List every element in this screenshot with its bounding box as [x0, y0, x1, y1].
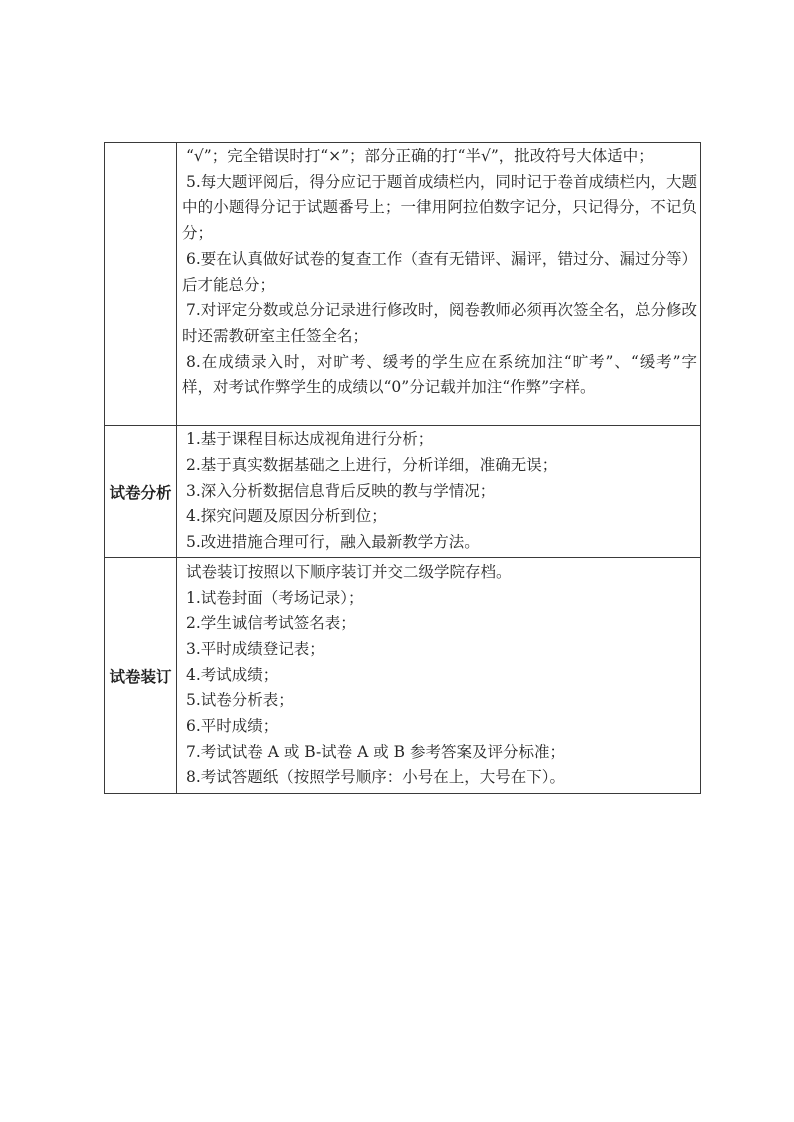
paragraph: 7.考试试卷 A 或 B-试卷 A 或 B 参考答案及评分标准；	[186, 742, 565, 761]
paragraph: 1.基于课程目标达成视角进行分析；	[186, 430, 434, 449]
row-label-cell: 试卷分析	[105, 426, 177, 558]
paragraph: 2.基于真实数据基础之上进行，分析详细，准确无误；	[186, 455, 558, 474]
row-content-cell	[177, 143, 701, 426]
paragraph: 5.改进措施合理可行，融入最新教学方法。	[186, 533, 480, 552]
paragraph: 6.要在认真做好试卷的复查工作（查有无错评、漏评，错过分、漏过分等）后才能总分；	[182, 249, 697, 294]
paragraph: 8.在成绩录入时，对旷考、缓考的学生应在系统加注“旷考”、“缓考”字样，对考试作弊学生的成绩以“0”分记载并加注“作弊”字样。	[182, 352, 697, 397]
paragraph: 4.考试成绩；	[186, 665, 279, 684]
row-content-cell	[177, 558, 701, 794]
paragraph: 4.探究问题及原因分析到位；	[186, 507, 387, 526]
row-label-cell: 试卷装订	[105, 558, 177, 794]
row-label-cell	[105, 143, 177, 426]
paragraph: “√”；完全错误时打“×”；部分正确的打“半√”，批改符号大体适中；	[186, 147, 654, 165]
paragraph: 6.平时成绩；	[186, 717, 279, 736]
paragraph: 5.试卷分析表；	[186, 691, 294, 710]
paragraph: 7.对评定分数或总分记录进行修改时，阅卷教师必须再次签全名，总分修改时还需教研室主任签全名；	[182, 301, 697, 345]
table-row	[105, 143, 701, 426]
paragraph: 5.每大题评阅后，得分应记于题首成绩栏内，同时记于卷首成绩栏内，大题中的小题得分记于试题番号上；一律用阿拉伯数字记分，只记得分，不记负分；	[182, 172, 697, 243]
table-row	[105, 558, 701, 794]
paragraph: 3.平时成绩登记表；	[186, 639, 325, 658]
table-row	[105, 426, 701, 558]
regulations-table-body	[105, 143, 701, 794]
paragraph: 2.学生诚信考试签名表；	[186, 614, 356, 633]
paragraph: 3.深入分析数据信息背后反映的教与学情况；	[186, 481, 496, 500]
paragraph: 8.考试答题纸（按照学号顺序：小号在上，大号在下）。	[186, 768, 566, 787]
regulations-table	[104, 142, 701, 794]
paragraph: 试卷装订按照以下顺序装订并交二级学院存档。	[186, 562, 512, 581]
row-content-cell	[177, 426, 701, 558]
paragraph: 1.试卷封面（考场记录）；	[186, 588, 364, 607]
